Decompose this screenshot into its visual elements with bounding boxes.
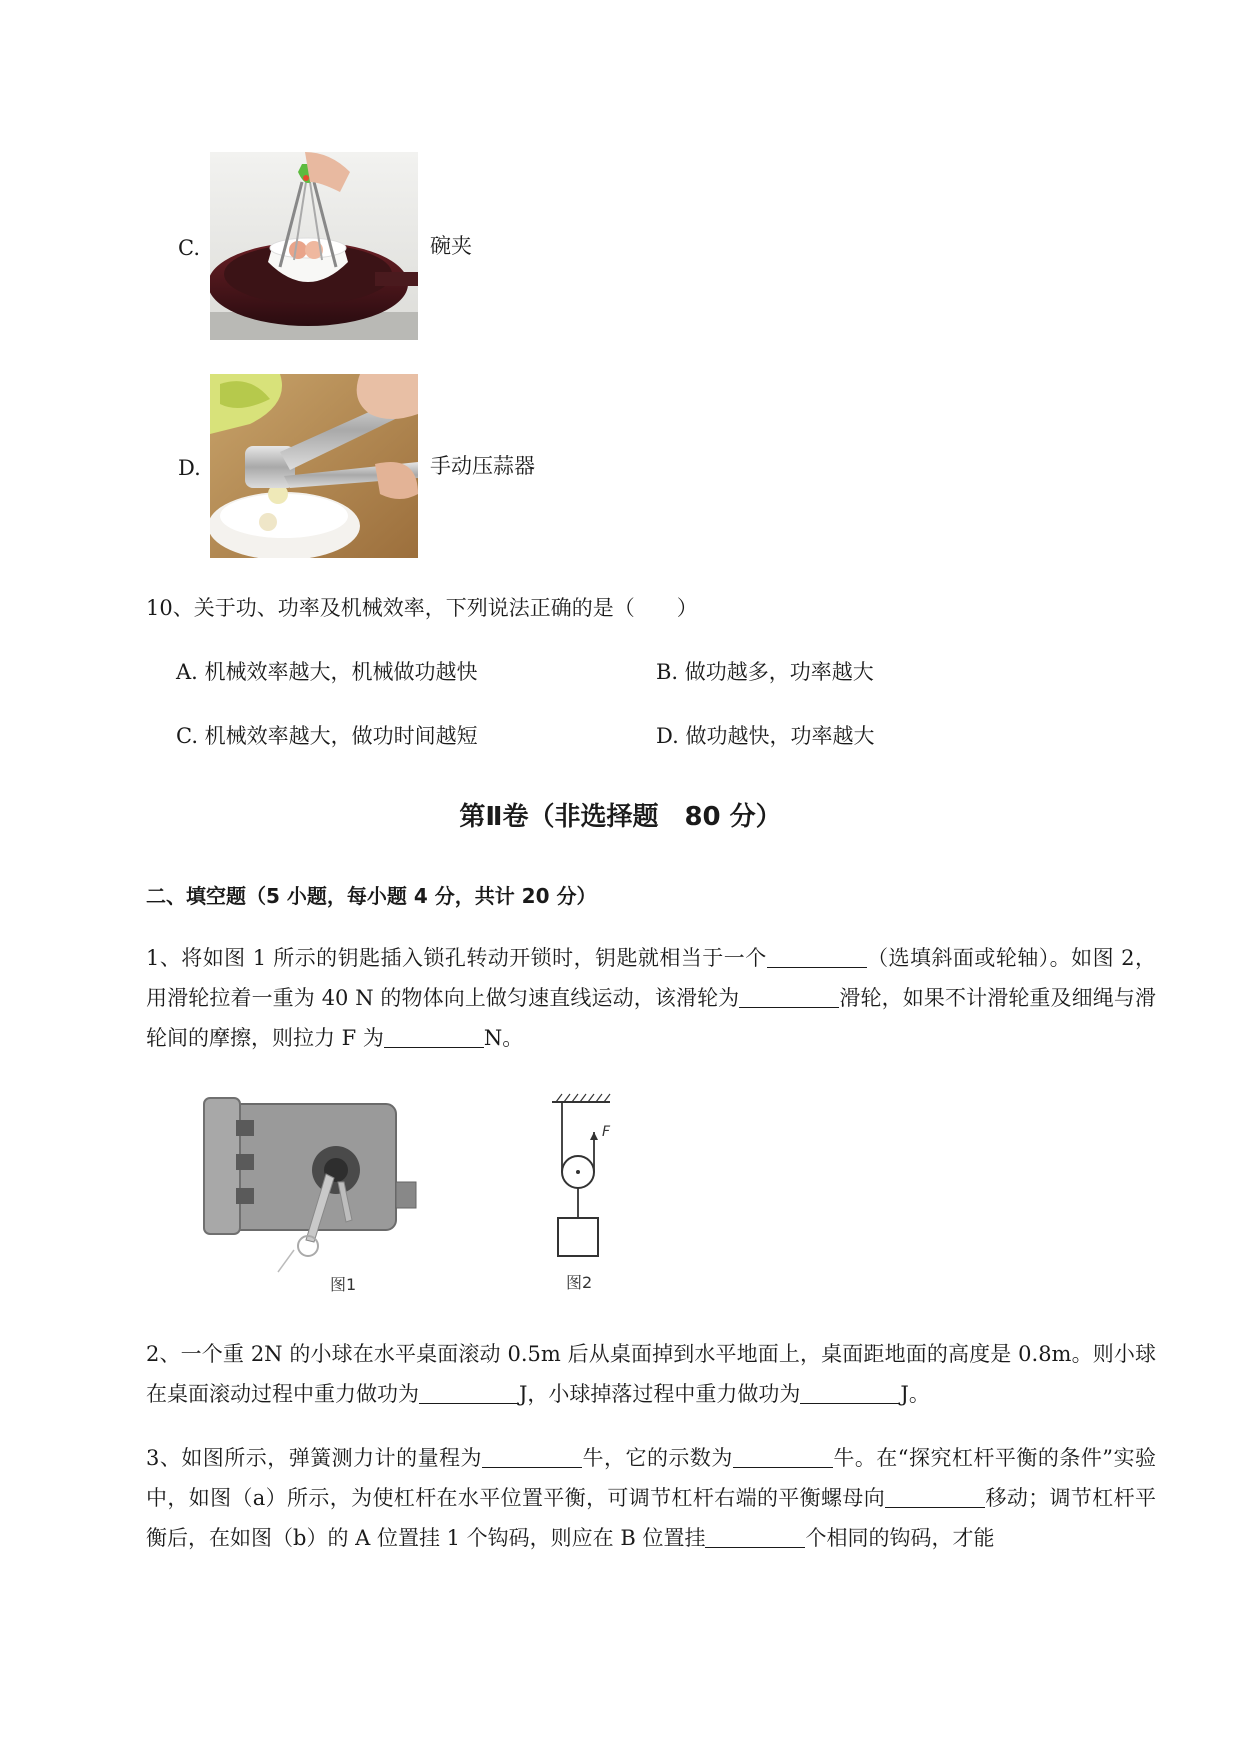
section-subtitle: 二、填空题（5 小题，每小题 4 分，共计 20 分） — [146, 884, 597, 908]
option-d-label: 手动压蒜器 — [430, 454, 535, 478]
fill-question-1 — [146, 938, 1156, 1058]
q1-text-2: （选填斜面或轮轴）。如图 2，用滑轮拉着一重为 40 N 的物体向上做匀速直线运动，该滑轮为 — [146, 946, 1156, 1010]
q2-text-3: J。 — [900, 1382, 930, 1406]
option-d-letter: D. — [178, 456, 201, 480]
q2-blank-1[interactable] — [419, 1382, 519, 1404]
question-10-stem: 10、关于功、功率及机械效率，下列说法正确的是（ ） — [146, 596, 698, 620]
garlic-press-photo — [210, 374, 418, 558]
bowl-clip-photo — [210, 152, 418, 340]
q1-text-3: 滑轮，如果不计滑轮重及细绳与滑轮间的摩擦，则拉力 F 为 — [146, 986, 1156, 1050]
q3-text-1: 3、如图所示，弹簧测力计的量程为 — [146, 1446, 483, 1470]
q1-text-1: 1、将如图 1 所示的钥匙插入锁孔转动开锁时，钥匙就相当于一个 — [146, 946, 767, 970]
q2-blank-2[interactable] — [800, 1382, 900, 1404]
fill-question-2 — [146, 1334, 1156, 1414]
q3-blank-2[interactable] — [733, 1446, 833, 1468]
q1-blank-3[interactable] — [384, 1026, 484, 1048]
q1-text-4: N。 — [483, 1026, 524, 1050]
q3-blank-1[interactable] — [482, 1446, 582, 1468]
q3-text-5: 个相同的钩码，才能 — [805, 1526, 995, 1550]
figure-2-force-label: F — [602, 1124, 611, 1140]
option-c-letter: C. — [178, 236, 200, 260]
q2-text-1: 2、一个重 2N 的小球在水平桌面滚动 0.5m 后从桌面掉到水平地面上，桌面距地面的高度是 0.8m。则小球在桌面滚动过程中重力做功为 — [146, 1342, 1156, 1406]
question-10-option-c: C. 机械效率越大，做功时间越短 — [176, 724, 478, 748]
figure-2-caption: 图2 — [566, 1273, 593, 1292]
q3-blank-3[interactable] — [885, 1486, 985, 1508]
figure-1-caption: 图1 — [330, 1275, 357, 1294]
q3-text-3: 牛。在“探究杠杆平衡的条件”实验中，如图（a）所示，为使杠杆在水平位置平衡，可调节杠杆右端的平衡螺母向 — [146, 1446, 1156, 1510]
question-10-option-d: D. 做功越快，功率越大 — [656, 724, 875, 748]
q3-blank-4[interactable] — [705, 1526, 805, 1548]
question-10-option-a: A. 机械效率越大，机械做功越快 — [176, 660, 478, 684]
q3-text-4: 移动；调节杠杆平衡后，在如图（b）的 A 位置挂 1 个钩码，则应在 B 位置挂 — [146, 1486, 1156, 1550]
q1-blank-1[interactable] — [767, 946, 867, 968]
question-10-option-b: B. 做功越多，功率越大 — [656, 660, 874, 684]
q3-text-2: 牛，它的示数为 — [582, 1446, 733, 1470]
q1-blank-2[interactable] — [739, 986, 839, 1008]
section-title: 第Ⅱ卷（非选择题 80 分） — [459, 802, 782, 832]
fill-question-3 — [146, 1438, 1156, 1558]
option-c-label: 碗夹 — [430, 234, 472, 258]
q2-text-2: J，小球掉落过程中重力做功为 — [519, 1382, 801, 1406]
figure-2-pulley — [550, 1092, 620, 1272]
figure-1-lock — [196, 1090, 428, 1280]
